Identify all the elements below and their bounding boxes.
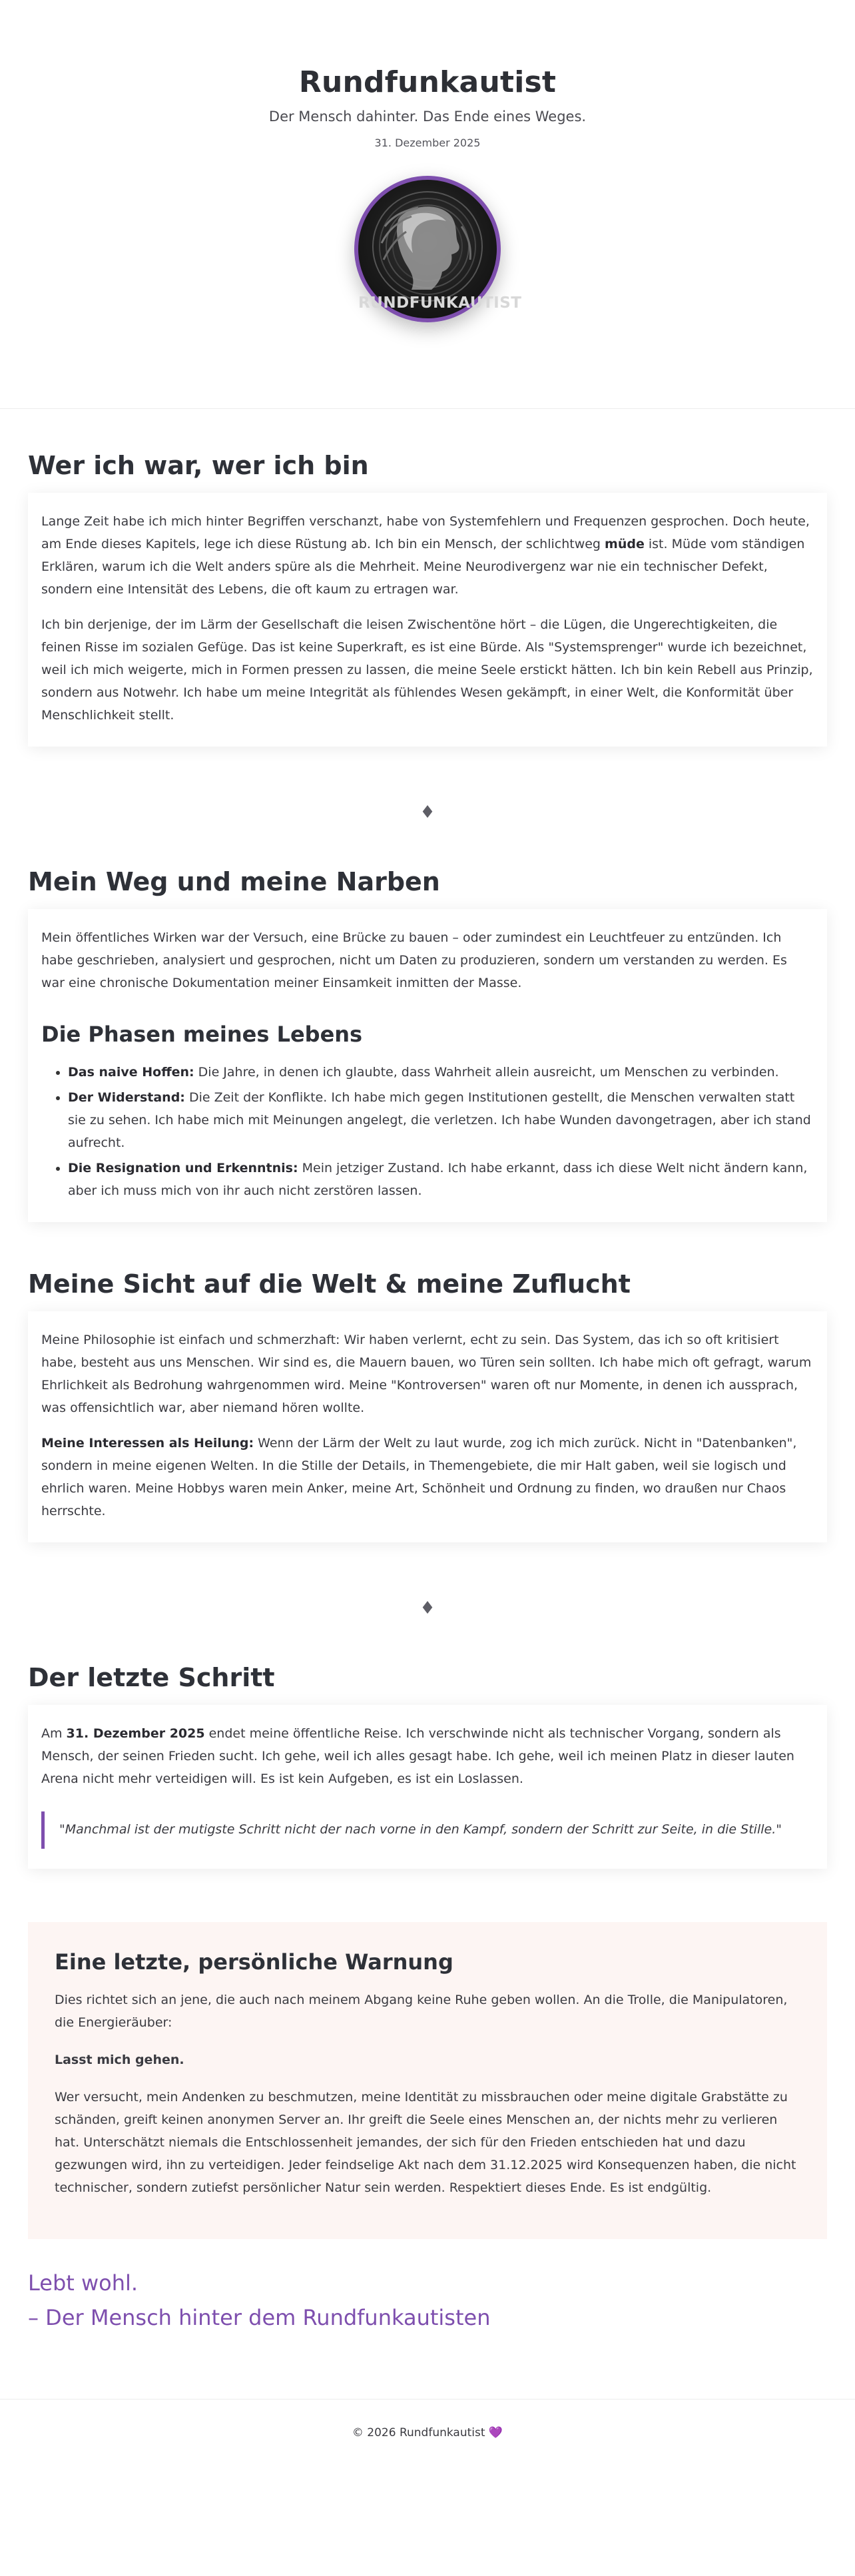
phases-list (41, 1061, 814, 1202)
avatar-logo-text: RUNDFUNKAUTIST (358, 294, 522, 312)
farewell-signature: – Der Mensch hinter dem Rundfunkautisten (28, 2305, 491, 2330)
section-last-step (28, 1618, 827, 1869)
subheading: Die Phasen meines Lebens (41, 1022, 363, 1047)
text: ist. Müde vom ständigen Erklären, warum ich die Welt anders spüre als die Mehrheit. Meine Neurodivergenz war nie ein technischer Defekt, sondern eine Intensität des Lebens, die oft kaum zu ertragen war. (41, 537, 805, 597)
section-my-path (28, 822, 827, 1222)
site-header (0, 0, 855, 409)
list-item-label: Der Widerstand: (68, 1090, 185, 1105)
list-item-label: Die Resignation und Erkenntnis: (68, 1161, 298, 1175)
content-card (28, 493, 827, 747)
site-footer (0, 2399, 855, 2477)
list-item-label: Das naive Hoffen: (68, 1065, 194, 1080)
text: Wenn der Lärm der Welt zu laut wurde, zog ich mich zurück. Nicht in "Datenbanken", sondern in meine eigenen Welten. In die Stille der Details, in Themengebiete, die mir Halt gaben, weil sie logisch und ehrlich waren. Meine Hobbys waren mein Anker, meine Art, Schönheit und Ordnung zu finden, wo draußen nur Chaos herrschte. (41, 1436, 797, 1518)
quote: "Manchmal ist der mutigste Schritt nicht der nach vorne in den Kampf, sondern der Schritt zur Seite, in die Stille." (41, 1811, 814, 1849)
paragraph (41, 510, 814, 601)
main-content (0, 409, 855, 2335)
paragraph: Dies richtet sich an jene, die auch nach meinem Abgang keine Ruhe geben wollen. An die Trolle, die Manipulatoren, die Energieräuber: (55, 1993, 788, 2030)
paragraph (41, 1722, 814, 1790)
warning-title: Eine letzte, persönliche Warnung (55, 1949, 453, 1975)
section-divider: ♦ (420, 1598, 435, 1618)
farewell-line: Lebt wohl. (28, 2270, 139, 2296)
section-title: Mein Weg und meine Narben (28, 867, 440, 896)
section-who-i-was (28, 409, 827, 747)
list-item (68, 1157, 814, 1202)
paragraph (41, 1432, 814, 1522)
paragraph: Ich bin derjenige, der im Lärm der Gesellschaft die leisen Zwischentöne hört – die Lügen, die Ungerechtigkeiten, die feinen Risse im sozialen Gefüge. Das ist keine Superkraft, es ist eine Bürde. Als "Systemsprenger" wurde ich bezeichnet, weil ich mich weigerte, mich in Formen pressen zu lassen, die meine Seele erstickt hätten. Ich bin kein Rebell aus Prinzip, sondern aus Notwehr. Ich habe um meine Integrität als fühlendes Wesen gekämpft, in einer Welt, die Konformität über Menschlichkeit stellt. (41, 617, 813, 723)
section-title: Wer ich war, wer ich bin (28, 451, 369, 480)
content-card (28, 909, 827, 1222)
list-item-text: Mein jetziger Zustand. Ich habe erkannt, dass ich diese Welt nicht ändern kann, aber ich muss mich von ihr auch nicht zerstören lassen. (68, 1161, 808, 1198)
publish-date: 31. Dezember 2025 (374, 137, 481, 149)
text: Lange Zeit habe ich mich hinter Begriffen verschanzt, habe von Systemfehlern und Frequenzen gesprochen. Doch heute, am Ende dieses Kapitels, lege ich diese Rüstung ab. Ich bin ein Mensch, der schlichtweg (41, 514, 810, 551)
section-title: Meine Sicht auf die Welt & meine Zuflucht (28, 1269, 631, 1299)
emphasis: Lasst mich gehen. (55, 2053, 184, 2067)
text: Am (41, 1726, 67, 1741)
list-item-text: Die Jahre, in denen ich glaubte, dass Wahrheit allein ausreicht, um Menschen zu verbinden. (194, 1065, 779, 1080)
content-card (28, 1705, 827, 1869)
avatar (354, 176, 522, 322)
section-world-view (28, 1222, 827, 1542)
list-item (68, 1061, 814, 1084)
paragraph: Meine Philosophie ist einfach und schmerzhaft: Wir haben verlernt, echt zu sein. Das System, das ich so oft kritisiert habe, besteht aus uns Menschen. Wir sind es, die Mauern bauen, wo Türen sein sollten. Ich habe mich oft gefragt, warum Ehrlichkeit als Bedrohung wahrgenommen wird. Meine "Kontroversen" waren oft nur Momente, in denen ich aussprach, was offensichtlich war, aber niemand hören wollte. (41, 1333, 812, 1415)
paragraph: Mein öffentliches Wirken war der Versuch, eine Brücke zu bauen – oder zumindest ein Leuchtfeuer zu entzünden. Ich habe geschrieben, analysiert und gesprochen, nicht um Daten zu produzieren, sondern um verstanden zu werden. Es war eine chronische Dokumentation meiner Einsamkeit inmitten der Masse. (41, 930, 787, 990)
paragraph (55, 2049, 800, 2071)
section-divider: ♦ (420, 803, 435, 822)
site-title: Rundfunkautist (298, 65, 557, 99)
list-item (68, 1086, 814, 1154)
site-subtitle: Der Mensch dahinter. Das Ende eines Weges. (268, 109, 587, 125)
emphasis: 31. Dezember 2025 (66, 1726, 205, 1741)
copyright-text: © 2026 Rundfunkautist 💜 (352, 2426, 503, 2439)
text: endet meine öffentliche Reise. Ich verschwinde nicht als technischer Vorgang, sondern als Mensch, der seinen Frieden sucht. Ich gehe, weil ich alles gesagt habe. Ich gehe, weil ich meinen Platz in dieser lauten Arena nicht mehr verteidigen will. Es ist kein Aufgeben, es ist ein Loslassen. (41, 1726, 794, 1786)
list-item-text: Die Zeit der Konflikte. Ich habe mich gegen Institutionen gestellt, die Menschen verwalten statt sie zu sehen. Ich habe mich mit Meinungen angelegt, die verletzen. Ich habe Wunden davongetragen, aber ich stand aufrecht. (68, 1090, 811, 1150)
section-title: Der letzte Schritt (28, 1663, 275, 1692)
emphasis: Meine Interessen als Heilung: (41, 1436, 254, 1450)
farewell (28, 2266, 827, 2335)
paragraph: Wer versucht, mein Andenken zu beschmutzen, meine Identität zu missbrauchen oder meine digitale Grabstätte zu schänden, greift keinen anonymen Server an. Ihr greift die Seele eines Menschen an, der nichts mehr zu verlieren hat. Unterschätzt niemals die Entschlossenheit jemandes, der sich für den Frieden entschieden hat und dazu gezwungen wird, ihn zu verteidigen. Jeder feindselige Akt nach dem 31.12.2025 wird Konsequenzen haben, die nicht technischer, sondern zutiefst persönlicher Natur sein werden. Respektiert dieses Ende. Es ist endgültig. (55, 2090, 796, 2195)
emphasis: müde (605, 537, 645, 551)
content-card (28, 1311, 827, 1542)
warning-box (28, 1922, 827, 2239)
